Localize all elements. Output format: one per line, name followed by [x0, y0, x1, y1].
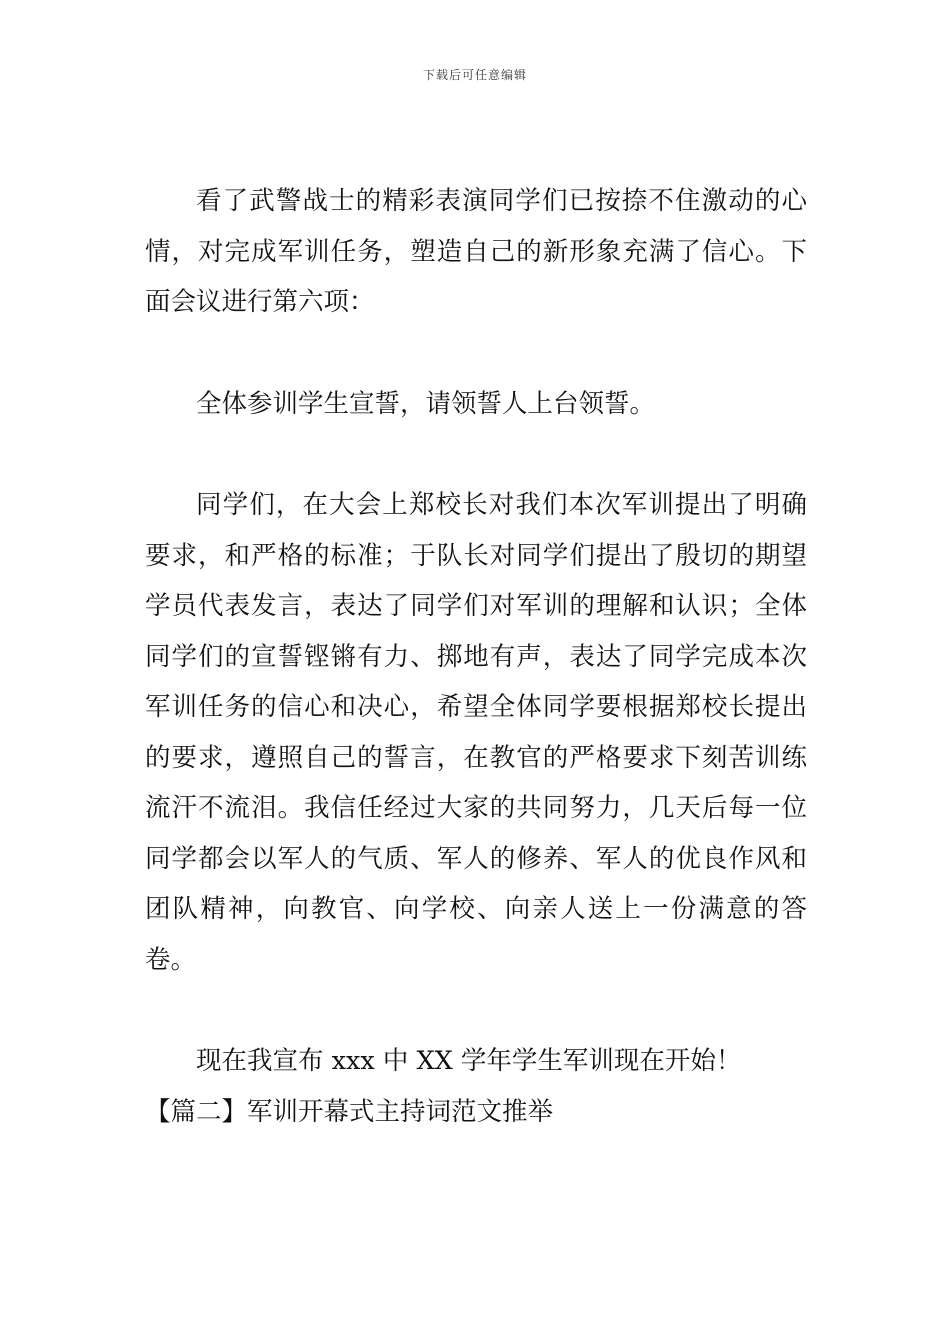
section-heading: 【篇二】军训开幕式主持词范文推举	[145, 1096, 554, 1127]
paragraph-gap	[145, 429, 807, 480]
paragraph-gap	[145, 985, 807, 1036]
document-body	[145, 176, 807, 1137]
paragraph-gap	[145, 328, 807, 379]
paragraph-3: 同学们，在大会上郑校长对我们本次军训提出了明确要求，和严格的标准；于队长对同学们提出了殷切的期望学员代表发言，表达了同学们对军训的理解和认识；全体同学们的宣誓铿锵有力、掷地有声，表达了同学完成本次军训任务的信心和决心，希望全体同学要根据郑校长提出的要求，遵照自己的誓言，在教官的严格要求下刻苦训练流汗不流泪。我信任经过大家的共同努力，几天后每一位同学都会以军人的气质、军人的修养、军人的优良作风和团队精神，向教官、向学校、向亲人送上一份满意的答卷。	[145, 490, 807, 975]
paragraph-2: 全体参训学生宣誓，请领誓人上台领誓。	[196, 388, 656, 419]
paragraph-1: 看了武警战士的精彩表演同学们已按捺不住激动的心情，对完成军训任务，塑造自己的新形象充满了信心。下面会议进行第六项：	[145, 186, 807, 317]
paragraph-4: 现在我宣布 xxx 中 XX 学年学生军训现在开始！	[196, 1046, 742, 1076]
header-note: 下载后可任意编辑	[422, 68, 527, 82]
